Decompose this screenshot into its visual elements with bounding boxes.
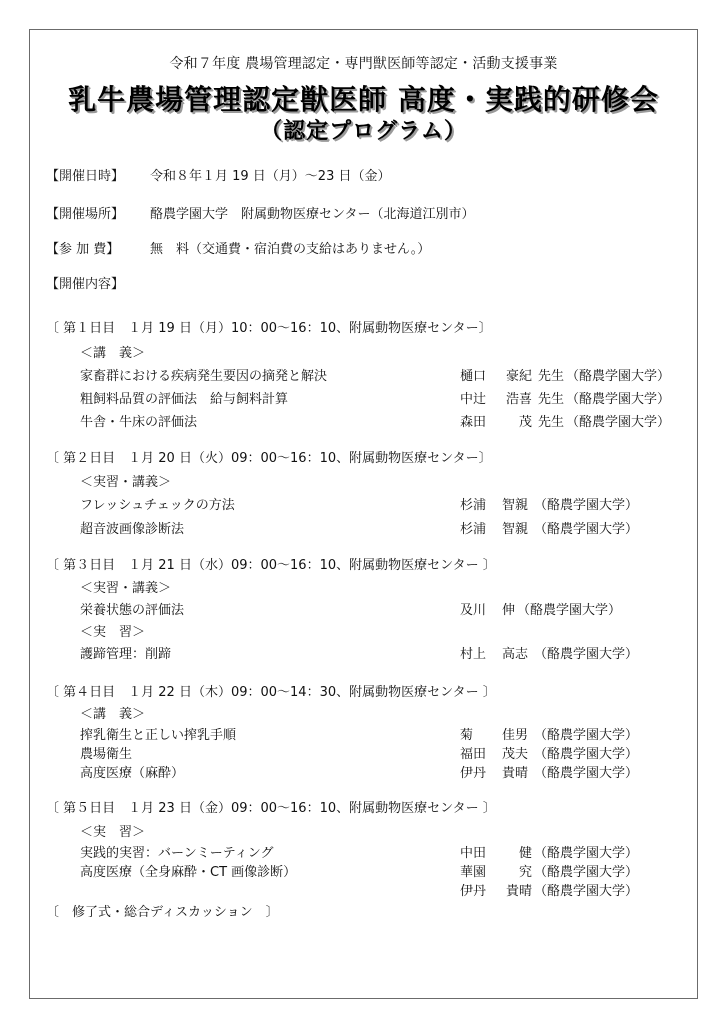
day-3-header: 〔 第３日目 １月 21 日（水）09：00～16：10、附属動物医療センター 〕 xyxy=(46,558,496,573)
session-topic: 高度医療（麻酔） xyxy=(80,766,185,781)
instructor-given-name: 究 xyxy=(518,865,532,880)
instructor-affiliation: （酪農学園大学） xyxy=(534,522,639,537)
instructor-given-name: 智親 xyxy=(502,498,529,513)
instructor xyxy=(460,518,638,537)
info-label-fee: 【参 加 費】 xyxy=(46,242,120,257)
instructor-given-name: 高志 xyxy=(502,647,529,662)
day-1-header: 〔 第１日目 １月 19 日（月）10：00～16：10、附属動物医療センター〕 xyxy=(46,321,492,336)
section-tag: ＜実 習＞ xyxy=(80,625,146,640)
instructor xyxy=(460,842,638,861)
day-5-header: 〔 第５日目 １月 23 日（金）09：00～16：10、附属動物医療センター 〕 xyxy=(46,801,496,816)
info-label-date: 【開催日時】 xyxy=(46,169,125,184)
instructor-honorific: 先生 xyxy=(538,392,565,407)
instructor-given-name: 伸 xyxy=(502,603,516,618)
instructor-affiliation: （酪農学園大学） xyxy=(534,865,639,880)
instructor-honorific: 先生 xyxy=(538,415,565,430)
instructor xyxy=(460,599,621,618)
instructor-family-name: 村上 xyxy=(460,647,487,662)
instructor xyxy=(460,643,638,662)
section-tag: ＜講 義＞ xyxy=(80,346,146,361)
instructor-affiliation: （酪農学園大学） xyxy=(534,846,639,861)
instructor-family-name: 中田 xyxy=(460,846,487,861)
instructor-affiliation: （酪農学園大学） xyxy=(534,766,639,781)
instructor xyxy=(460,724,638,743)
session-topic: 高度医療（全身麻酔・CT 画像診断） xyxy=(80,865,297,880)
instructor-family-name: 伊丹 xyxy=(460,884,487,899)
instructor-family-name: 森田 xyxy=(460,415,487,430)
session-topic: 家畜群における疾病発生要因の摘発と解決 xyxy=(80,369,328,384)
instructor-family-name: 伊丹 xyxy=(460,766,487,781)
session-topic: 超音波画像診断法 xyxy=(80,522,185,537)
instructor xyxy=(460,365,670,384)
section-tag: ＜実習・講義＞ xyxy=(80,475,172,490)
info-label-venue: 【開催場所】 xyxy=(46,207,125,222)
instructor-family-name: 福田 xyxy=(460,747,487,762)
session-topic: 牛舎・牛床の評価法 xyxy=(80,415,198,430)
instructor-given-name: 貴晴 xyxy=(502,766,529,781)
instructor-affiliation: （酪農学園大学） xyxy=(566,369,671,384)
instructor-affiliation: （酪農学園大学） xyxy=(534,498,639,513)
instructor-family-name: 華園 xyxy=(460,865,487,880)
instructor-family-name: 樋口 xyxy=(460,369,487,384)
instructor xyxy=(460,743,638,762)
instructor-given-name: 豪紀 xyxy=(505,369,532,384)
instructor xyxy=(460,762,638,781)
instructor-affiliation: （酪農学園大学） xyxy=(517,603,622,618)
instructor-affiliation: （酪農学園大学） xyxy=(566,392,671,407)
day-4-header: 〔 第４日目 １月 22 日（木）09：00～14：30、附属動物医療センター 〕 xyxy=(46,685,496,700)
instructor-family-name: 菊 xyxy=(460,728,474,743)
instructor-family-name: 杉浦 xyxy=(460,498,487,513)
instructor-given-name: 茂夫 xyxy=(502,747,529,762)
instructor-given-name: 智親 xyxy=(502,522,529,537)
instructor-honorific: 先生 xyxy=(538,369,565,384)
instructor-given-name: 茂 xyxy=(518,415,532,430)
instructor-family-name: 中辻 xyxy=(460,392,487,407)
instructor xyxy=(460,861,638,880)
page-title: 乳牛農場管理認定獣医師 高度・実践的研修会 xyxy=(68,83,659,116)
section-tag: ＜実 習＞ xyxy=(80,825,146,840)
instructor-given-name: 浩喜 xyxy=(505,392,532,407)
session-topic: フレッシュチェックの方法 xyxy=(80,498,235,513)
instructor-family-name: 杉浦 xyxy=(460,522,487,537)
instructor xyxy=(460,494,638,513)
session-topic: 護蹄管理：削蹄 xyxy=(80,647,172,662)
session-topic: 栄養状態の評価法 xyxy=(80,603,185,618)
day-2-header: 〔 第２日目 １月 20 日（火）09：00～16：10、附属動物医療センター〕 xyxy=(46,451,492,466)
session-topic: 搾乳衛生と正しい搾乳手順 xyxy=(80,728,237,743)
instructor-affiliation: （酪農学園大学） xyxy=(534,747,639,762)
info-value-date: 令和８年１月 19 日（月）～23 日（金） xyxy=(150,169,391,184)
session-topic: 実践的実習：バーンミーティング xyxy=(80,846,274,861)
instructor xyxy=(460,388,670,407)
instructor-given-name: 佳男 xyxy=(502,728,529,743)
instructor xyxy=(460,411,670,430)
instructor xyxy=(460,880,638,899)
info-label-content: 【開催内容】 xyxy=(46,277,125,292)
page-subtitle: （認定プログラム） xyxy=(260,119,467,144)
closing-ceremony: 〔 修了式・総合ディスカッション 〕 xyxy=(46,905,279,920)
instructor-given-name: 貴晴 xyxy=(505,884,532,899)
session-topic: 粗飼料品質の評価法 給与飼料計算 xyxy=(80,392,289,407)
section-tag: ＜講 義＞ xyxy=(80,707,146,722)
session-topic: 農場衛生 xyxy=(80,747,133,762)
section-tag: ＜実習・講義＞ xyxy=(80,581,172,596)
info-value-fee: 無 料（交通費・宿泊費の支給はありません。） xyxy=(150,242,431,257)
program-supertitle: 令和７年度 農場管理認定・専門獣医師等認定・活動支援事業 xyxy=(169,56,558,72)
instructor-affiliation: （酪農学園大学） xyxy=(534,728,639,743)
instructor-given-name: 健 xyxy=(518,846,532,861)
instructor-family-name: 及川 xyxy=(460,603,487,618)
instructor-affiliation: （酪農学園大学） xyxy=(534,647,639,662)
info-value-venue: 酪農学園大学 附属動物医療センター（北海道江別市） xyxy=(150,207,475,222)
instructor-affiliation: （酪農学園大学） xyxy=(566,415,671,430)
instructor-affiliation: （酪農学園大学） xyxy=(534,884,639,899)
